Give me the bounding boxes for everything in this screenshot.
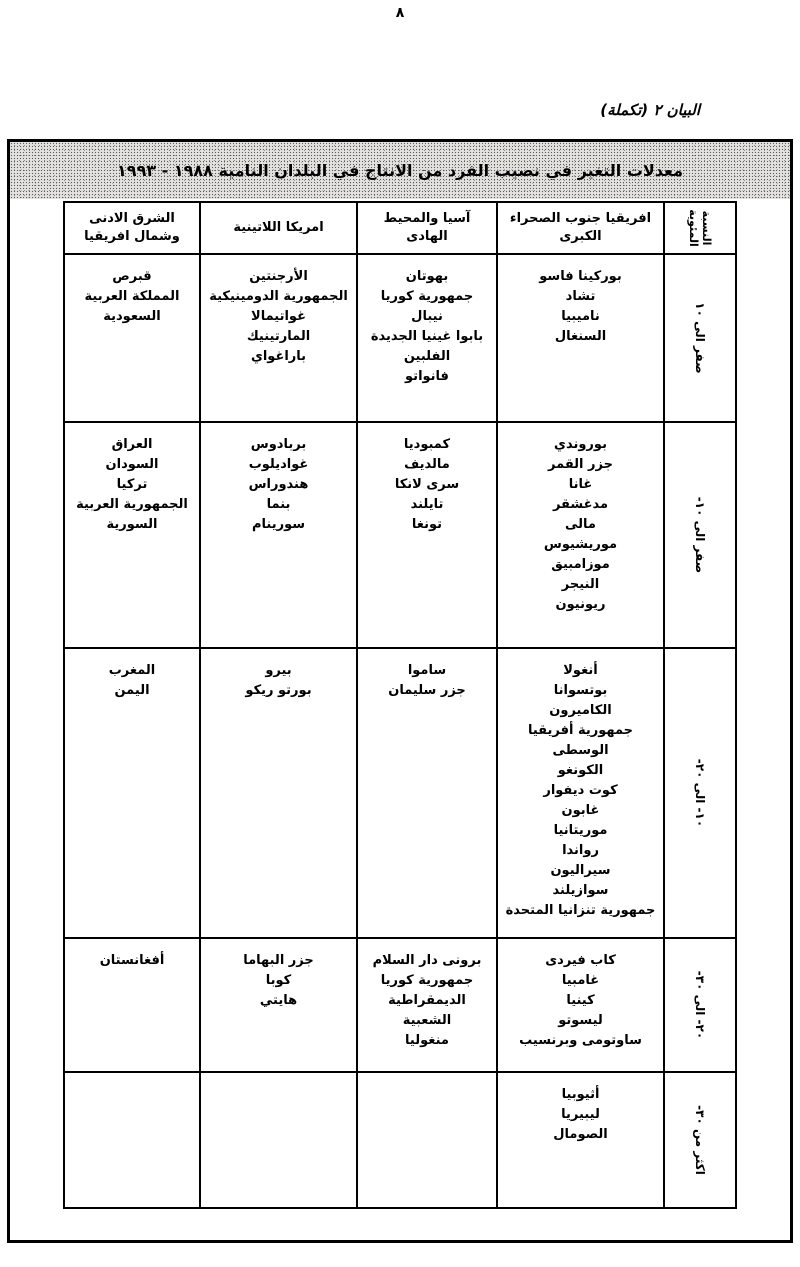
list-item: غواديلوب <box>248 457 309 472</box>
list-item: فانواتو <box>405 369 449 384</box>
list-item: المملكة العربية السعودية <box>84 289 180 324</box>
list-item: تركيا <box>116 477 148 492</box>
list-item: موريتانيا <box>553 823 608 838</box>
list-item: هندوراس <box>248 477 309 492</box>
rate-label: صفر الى ١٠- <box>693 496 707 574</box>
list-item: كينيا <box>566 993 595 1008</box>
list-item: سوازيلند <box>552 883 609 898</box>
list-item: أفغانستان <box>99 953 165 968</box>
table-row <box>64 938 736 1072</box>
list-item: الفلبين <box>403 349 451 364</box>
list-item: مدغشقر <box>552 497 609 512</box>
cell-row1-africa <box>497 254 664 422</box>
rate-label: ١٠- الى ٢٠- <box>693 758 707 828</box>
list-item: بوروندي <box>554 437 607 452</box>
list-item: جمهورية كوريا الديمقراطية الشعبية <box>380 973 474 1028</box>
rate-label: ٢٠- الى ٣٠- <box>693 970 707 1040</box>
cell-row2-asia <box>357 422 497 648</box>
column-header-asia: آسيا والمحيط الهادى <box>357 202 497 254</box>
list-item: غابون <box>561 803 600 818</box>
header-row <box>64 202 736 254</box>
list-item: مالى <box>565 517 596 532</box>
cell-row3-latin-america <box>200 648 357 938</box>
list-item: باراغواي <box>250 349 307 364</box>
list-item: غامبيا <box>561 973 600 988</box>
list-item: بوتسوانا <box>553 683 608 698</box>
list-item: هايتي <box>259 993 298 1008</box>
list-item: موزامبيق <box>551 557 610 572</box>
rate-label: صفر الى ١٠ <box>693 302 707 374</box>
list-item: كوت ديفوار <box>543 783 618 798</box>
list-item: الكاميرون <box>549 703 612 718</box>
cell-row2-latin-america <box>200 422 357 648</box>
list-item: الجمهورية الدومينيكية <box>209 289 348 304</box>
cell-row4-near-east <box>64 938 200 1072</box>
list-item: الجمهورية العربية السورية <box>76 497 188 532</box>
rate-cell-row2 <box>664 422 736 648</box>
list-item: غانا <box>568 477 593 492</box>
rate-cell-row5 <box>664 1072 736 1208</box>
list-item: كمبوديا <box>403 437 451 452</box>
list-item: برونى دار السلام <box>372 953 482 968</box>
list-item: سورينام <box>251 517 305 532</box>
list-item: بورتو ريكو <box>245 683 312 698</box>
cell-row1-asia <box>357 254 497 422</box>
list-item: الصومال <box>553 1127 608 1142</box>
table-frame <box>7 139 793 1243</box>
list-item: السنغال <box>554 329 607 344</box>
cell-row1-latin-america <box>200 254 357 422</box>
column-header-africa: افريقيا جنوب الصحراء الكبرى <box>497 202 664 254</box>
list-item: غواتيمالا <box>251 309 306 324</box>
list-item: بهوتان <box>405 269 449 284</box>
list-item: النيجر <box>561 577 600 592</box>
list-item: ليبيريا <box>561 1107 600 1122</box>
list-item: كاب فيردى <box>545 953 616 968</box>
cell-row5-asia <box>357 1072 497 1208</box>
list-item: أنغولا <box>563 663 598 678</box>
list-item: ريونيون <box>555 597 606 612</box>
rate-cell-row1 <box>664 254 736 422</box>
list-item: جزر القمر <box>548 457 613 472</box>
cell-row4-africa <box>497 938 664 1072</box>
list-item: تشاد <box>565 289 596 304</box>
list-item: قبرص <box>112 269 152 284</box>
list-item: كوبا <box>265 973 292 988</box>
list-item: المارتينيك <box>246 329 311 344</box>
list-item: سرى لانكا <box>394 477 460 492</box>
list-item: الأرجنتين <box>249 269 308 284</box>
list-item: السودان <box>105 457 159 472</box>
list-item: ناميبيا <box>561 309 600 324</box>
list-item: نيبال <box>411 309 443 324</box>
rate-column-header-label: النسبة المئوية <box>687 209 713 247</box>
rate-label: اكثر من ٣٠- <box>693 1105 707 1175</box>
cell-row4-asia <box>357 938 497 1072</box>
table-row <box>64 1072 736 1208</box>
list-item: بوركينا فاسو <box>539 269 622 284</box>
table-row <box>64 422 736 648</box>
list-item: ساوتومى وبرنسيب <box>519 1033 642 1048</box>
list-item: بابوا غينيا الجديدة <box>370 329 484 344</box>
list-item: جزر البهاما <box>243 953 314 968</box>
column-header-latin-america: امريكا اللاتينية <box>200 202 357 254</box>
rate-cell-row4 <box>664 938 736 1072</box>
list-item: رواندا <box>562 843 599 858</box>
table-grid-wrapper <box>10 199 790 1209</box>
table-title: معدلات التغير في نصيب الفرد من الانتاج في البلدان النامية ١٩٨٨ - ١٩٩٣ <box>10 142 790 199</box>
list-item: مالديف <box>404 457 450 472</box>
table-row <box>64 648 736 938</box>
cell-row2-near-east <box>64 422 200 648</box>
cell-row3-asia <box>357 648 497 938</box>
list-item: تايلند <box>410 497 444 512</box>
list-item: المغرب <box>108 663 156 678</box>
cell-row2-africa <box>497 422 664 648</box>
list-item: أثيوبيا <box>561 1087 600 1102</box>
table-row <box>64 254 736 422</box>
list-item: سيراليون <box>550 863 611 878</box>
cell-row5-latin-america <box>200 1072 357 1208</box>
list-item: منغوليا <box>405 1033 449 1048</box>
list-item: موريشيوس <box>543 537 618 552</box>
page-number: ٨ <box>395 5 405 21</box>
cell-row1-near-east <box>64 254 200 422</box>
cell-row3-near-east <box>64 648 200 938</box>
list-item: جمهورية كوريا <box>380 289 474 304</box>
list-item: اليمن <box>114 683 150 698</box>
rate-column-header <box>664 202 736 254</box>
list-item: ساموا <box>407 663 447 678</box>
cell-row3-africa <box>497 648 664 938</box>
data-table <box>63 201 737 1209</box>
list-item: جزر سليمان <box>388 683 466 698</box>
figure-caption: البيان ٢ (تكملة) <box>600 101 700 119</box>
list-item: بيرو <box>265 663 292 678</box>
list-item: جمهورية أفريقيا الوسطى <box>527 723 634 758</box>
list-item: بنما <box>266 497 291 512</box>
cell-row4-latin-america <box>200 938 357 1072</box>
list-item: العراق <box>111 437 153 452</box>
cell-row5-near-east <box>64 1072 200 1208</box>
list-item: جمهورية تنزانيا المتحدة <box>505 903 656 918</box>
cell-row5-africa <box>497 1072 664 1208</box>
column-header-near-east: الشرق الادنى وشمال افريقيا <box>64 202 200 254</box>
list-item: الكونغو <box>557 763 604 778</box>
list-item: بربادوس <box>250 437 307 452</box>
list-item: ليسوتو <box>558 1013 603 1028</box>
rate-cell-row3 <box>664 648 736 938</box>
list-item: تونغا <box>411 517 443 532</box>
